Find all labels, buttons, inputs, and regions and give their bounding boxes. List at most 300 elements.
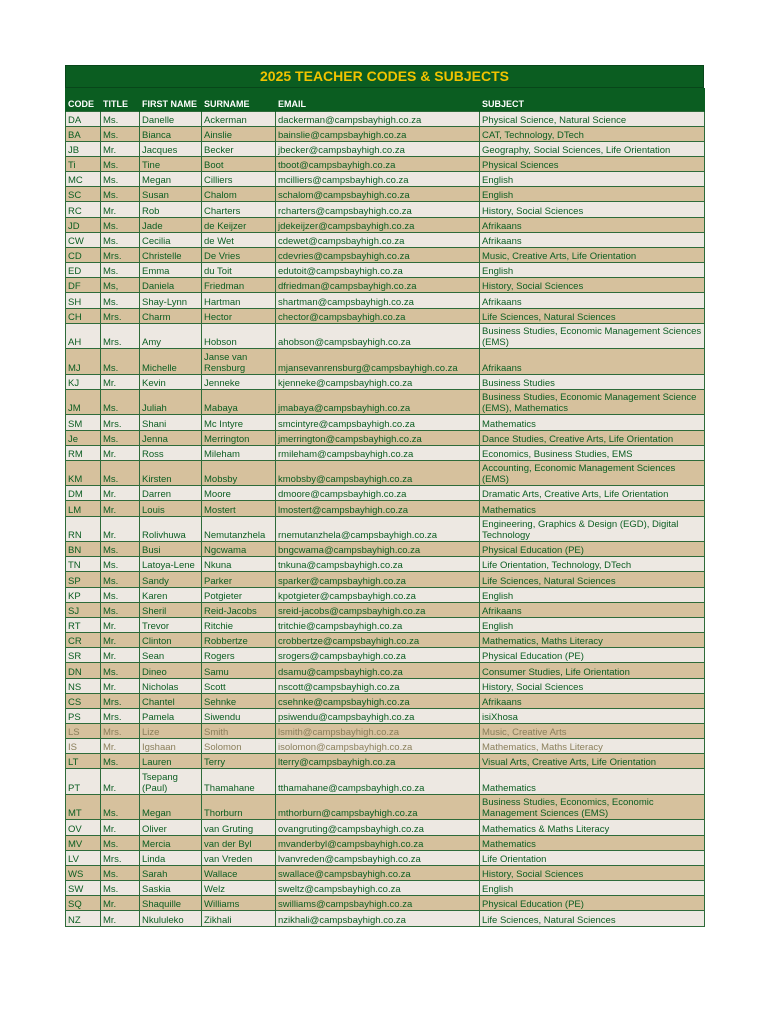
- cell-subject: Life Orientation: [480, 850, 705, 865]
- cell-subject: Business Studies, Economics, Economic Management Sciences (EMS): [480, 794, 705, 820]
- cell-subject: Dramatic Arts, Creative Arts, Life Orientation: [480, 486, 705, 501]
- cell-surname: De Vries: [202, 247, 276, 262]
- cell-subject: English: [480, 263, 705, 278]
- cell-surname: Mileham: [202, 445, 276, 460]
- cell-title: Ms.: [101, 217, 140, 232]
- cell-surname: Nemutanzhela: [202, 516, 276, 542]
- cell-code: WS: [66, 865, 101, 880]
- table-row: [66, 202, 705, 217]
- cell-email: rmileham@campsbayhigh.co.za: [276, 445, 480, 460]
- cell-subject: Economics, Business Studies, EMS: [480, 445, 705, 460]
- cell-title: Ms.: [101, 389, 140, 415]
- cell-surname: Sehnke: [202, 693, 276, 708]
- cell-code: LM: [66, 501, 101, 516]
- cell-first-name: Kirsten: [140, 460, 202, 486]
- cell-subject: Business Studies, Economic Management Science (EMS), Mathematics: [480, 389, 705, 415]
- cell-email: kmobsby@campsbayhigh.co.za: [276, 460, 480, 486]
- cell-subject: Afrikaans: [480, 602, 705, 617]
- cell-first-name: Danelle: [140, 111, 202, 126]
- sheet-title: 2025 TEACHER CODES & SUBJECTS: [65, 65, 704, 88]
- cell-subject: Accounting, Economic Management Sciences (EMS): [480, 460, 705, 486]
- cell-surname: Welz: [202, 881, 276, 896]
- cell-email: smcintyre@campsbayhigh.co.za: [276, 415, 480, 430]
- cell-title: Ms.: [101, 572, 140, 587]
- cell-email: lmostert@campsbayhigh.co.za: [276, 501, 480, 516]
- header-email: EMAIL: [276, 88, 480, 111]
- cell-title: Ms.: [101, 187, 140, 202]
- cell-title: Ms.: [101, 263, 140, 278]
- cell-code: MT: [66, 794, 101, 820]
- cell-surname: Hobson: [202, 323, 276, 349]
- cell-email: jbecker@campsbayhigh.co.za: [276, 141, 480, 156]
- cell-code: JB: [66, 141, 101, 156]
- table-row: [66, 141, 705, 156]
- cell-code: CD: [66, 247, 101, 262]
- cell-subject: English: [480, 172, 705, 187]
- cell-subject: Afrikaans: [480, 693, 705, 708]
- cell-code: NZ: [66, 911, 101, 926]
- cell-subject: Physical Sciences: [480, 156, 705, 171]
- cell-title: Mr.: [101, 896, 140, 911]
- cell-first-name: Shani: [140, 415, 202, 430]
- table-row: [66, 278, 705, 293]
- cell-subject: Business Studies: [480, 374, 705, 389]
- cell-email: edutoit@campsbayhigh.co.za: [276, 263, 480, 278]
- cell-first-name: Ross: [140, 445, 202, 460]
- cell-email: nscott@campsbayhigh.co.za: [276, 678, 480, 693]
- table-row: [66, 172, 705, 187]
- cell-surname: Ainslie: [202, 126, 276, 141]
- cell-code: SM: [66, 415, 101, 430]
- cell-first-name: Lauren: [140, 754, 202, 769]
- cell-first-name: Clinton: [140, 633, 202, 648]
- cell-subject: Mathematics & Maths Literacy: [480, 820, 705, 835]
- cell-email: mcilliers@campsbayhigh.co.za: [276, 172, 480, 187]
- cell-first-name: Jenna: [140, 430, 202, 445]
- table-row: [66, 794, 705, 820]
- teacher-table: [65, 88, 705, 927]
- cell-subject: Visual Arts, Creative Arts, Life Orientation: [480, 754, 705, 769]
- cell-surname: Hartman: [202, 293, 276, 308]
- cell-surname: Thamahane: [202, 769, 276, 795]
- cell-surname: Cilliers: [202, 172, 276, 187]
- cell-subject: CAT, Technology, DTech: [480, 126, 705, 141]
- cell-first-name: Pamela: [140, 708, 202, 723]
- cell-subject: Mathematics, Maths Literacy: [480, 633, 705, 648]
- cell-first-name: Lize: [140, 724, 202, 739]
- cell-surname: Zikhali: [202, 911, 276, 926]
- cell-surname: Mostert: [202, 501, 276, 516]
- cell-subject: Engineering, Graphics & Design (EGD), Digital Technology: [480, 516, 705, 542]
- cell-code: TN: [66, 557, 101, 572]
- cell-subject: Life Orientation, Technology, DTech: [480, 557, 705, 572]
- cell-first-name: Trevor: [140, 617, 202, 632]
- table-row: [66, 865, 705, 880]
- cell-code: OV: [66, 820, 101, 835]
- cell-first-name: Karen: [140, 587, 202, 602]
- cell-title: Ms,: [101, 278, 140, 293]
- cell-title: Ms.: [101, 460, 140, 486]
- cell-email: kjenneke@campsbayhigh.co.za: [276, 374, 480, 389]
- cell-surname: Robbertze: [202, 633, 276, 648]
- table-row: [66, 217, 705, 232]
- cell-first-name: Bianca: [140, 126, 202, 141]
- cell-title: Mrs.: [101, 850, 140, 865]
- cell-first-name: Cecilia: [140, 232, 202, 247]
- cell-code: RN: [66, 516, 101, 542]
- cell-title: Mr.: [101, 617, 140, 632]
- cell-title: Ms.: [101, 754, 140, 769]
- cell-code: DF: [66, 278, 101, 293]
- cell-first-name: Sean: [140, 648, 202, 663]
- cell-title: Mr.: [101, 501, 140, 516]
- cell-email: sreid-jacobs@campsbayhigh.co.za: [276, 602, 480, 617]
- cell-first-name: Latoya-Lene: [140, 557, 202, 572]
- cell-title: Ms.: [101, 349, 140, 375]
- cell-surname: van Gruting: [202, 820, 276, 835]
- cell-code: CR: [66, 633, 101, 648]
- cell-title: Mrs.: [101, 247, 140, 262]
- cell-surname: Ritchie: [202, 617, 276, 632]
- cell-email: psiwendu@campsbayhigh.co.za: [276, 708, 480, 723]
- cell-title: Mr.: [101, 486, 140, 501]
- cell-first-name: Rolivhuwa: [140, 516, 202, 542]
- cell-title: Mr.: [101, 141, 140, 156]
- cell-email: bainslie@campsbayhigh.co.za: [276, 126, 480, 141]
- cell-surname: Mabaya: [202, 389, 276, 415]
- cell-code: KM: [66, 460, 101, 486]
- cell-subject: Afrikaans: [480, 293, 705, 308]
- cell-title: Mr.: [101, 374, 140, 389]
- cell-title: Mrs.: [101, 308, 140, 323]
- cell-code: SC: [66, 187, 101, 202]
- cell-title: Mr.: [101, 445, 140, 460]
- cell-title: Mrs.: [101, 724, 140, 739]
- cell-first-name: Tine: [140, 156, 202, 171]
- cell-title: Mr.: [101, 911, 140, 926]
- table-row: [66, 724, 705, 739]
- cell-subject: Geography, Social Sciences, Life Orientation: [480, 141, 705, 156]
- cell-email: schalom@campsbayhigh.co.za: [276, 187, 480, 202]
- cell-surname: Smith: [202, 724, 276, 739]
- cell-code: Je: [66, 430, 101, 445]
- cell-title: Ms.: [101, 126, 140, 141]
- cell-title: Ms.: [101, 111, 140, 126]
- cell-first-name: Mercia: [140, 835, 202, 850]
- table-row: [66, 739, 705, 754]
- table-row: [66, 430, 705, 445]
- cell-email: srogers@campsbayhigh.co.za: [276, 648, 480, 663]
- table-row: [66, 415, 705, 430]
- cell-code: KJ: [66, 374, 101, 389]
- cell-code: SR: [66, 648, 101, 663]
- table-row: [66, 896, 705, 911]
- cell-code: CW: [66, 232, 101, 247]
- header-row: [66, 88, 705, 111]
- cell-surname: Wallace: [202, 865, 276, 880]
- cell-title: Ms.: [101, 293, 140, 308]
- cell-email: cdewet@campsbayhigh.co.za: [276, 232, 480, 247]
- cell-title: Ms.: [101, 542, 140, 557]
- cell-email: mvanderbyl@campsbayhigh.co.za: [276, 835, 480, 850]
- table-row: [66, 693, 705, 708]
- cell-first-name: Christelle: [140, 247, 202, 262]
- cell-code: AH: [66, 323, 101, 349]
- cell-first-name: Igshaan: [140, 739, 202, 754]
- cell-subject: Music, Creative Arts, Life Orientation: [480, 247, 705, 262]
- cell-title: Mr.: [101, 202, 140, 217]
- cell-subject: Business Studies, Economic Management Sciences (EMS): [480, 323, 705, 349]
- cell-first-name: Megan: [140, 794, 202, 820]
- cell-title: Ms.: [101, 557, 140, 572]
- cell-subject: Music, Creative Arts: [480, 724, 705, 739]
- cell-surname: Samu: [202, 663, 276, 678]
- cell-email: ahobson@campsbayhigh.co.za: [276, 323, 480, 349]
- cell-title: Ms.: [101, 587, 140, 602]
- header-title: TITLE: [101, 88, 140, 111]
- cell-first-name: Nicholas: [140, 678, 202, 693]
- table-row: [66, 769, 705, 795]
- cell-email: dmoore@campsbayhigh.co.za: [276, 486, 480, 501]
- table-row: [66, 247, 705, 262]
- cell-first-name: Tsepang (Paul): [140, 769, 202, 795]
- cell-subject: English: [480, 587, 705, 602]
- cell-subject: History, Social Sciences: [480, 202, 705, 217]
- cell-first-name: Emma: [140, 263, 202, 278]
- cell-first-name: Kevin: [140, 374, 202, 389]
- cell-surname: Solomon: [202, 739, 276, 754]
- cell-title: Ms.: [101, 172, 140, 187]
- header-first-name: FIRST NAME: [140, 88, 202, 111]
- table-row: [66, 850, 705, 865]
- cell-code: RM: [66, 445, 101, 460]
- cell-first-name: Saskia: [140, 881, 202, 896]
- table-row: [66, 820, 705, 835]
- cell-first-name: Busi: [140, 542, 202, 557]
- table-row: [66, 617, 705, 632]
- cell-title: Mr.: [101, 739, 140, 754]
- cell-email: dackerman@campsbayhigh.co.za: [276, 111, 480, 126]
- cell-subject: Physical Education (PE): [480, 542, 705, 557]
- cell-code: RT: [66, 617, 101, 632]
- cell-email: jmerrington@campsbayhigh.co.za: [276, 430, 480, 445]
- cell-surname: Boot: [202, 156, 276, 171]
- cell-email: ovangruting@campsbayhigh.co.za: [276, 820, 480, 835]
- table-row: [66, 349, 705, 375]
- cell-code: RC: [66, 202, 101, 217]
- cell-surname: Scott: [202, 678, 276, 693]
- cell-surname: de Keijzer: [202, 217, 276, 232]
- cell-surname: Thorburn: [202, 794, 276, 820]
- cell-email: sweltz@campsbayhigh.co.za: [276, 881, 480, 896]
- cell-first-name: Sandy: [140, 572, 202, 587]
- cell-surname: Chalom: [202, 187, 276, 202]
- cell-code: NS: [66, 678, 101, 693]
- cell-surname: Williams: [202, 896, 276, 911]
- cell-title: Mrs.: [101, 323, 140, 349]
- cell-subject: English: [480, 187, 705, 202]
- table-row: [66, 308, 705, 323]
- cell-first-name: Michelle: [140, 349, 202, 375]
- cell-subject: Afrikaans: [480, 349, 705, 375]
- cell-first-name: Oliver: [140, 820, 202, 835]
- cell-subject: Consumer Studies, Life Orientation: [480, 663, 705, 678]
- table-row: [66, 881, 705, 896]
- cell-code: JM: [66, 389, 101, 415]
- cell-subject: History, Social Sciences: [480, 865, 705, 880]
- cell-email: csehnke@campsbayhigh.co.za: [276, 693, 480, 708]
- cell-email: tboot@campsbayhigh.co.za: [276, 156, 480, 171]
- cell-code: MC: [66, 172, 101, 187]
- cell-code: DN: [66, 663, 101, 678]
- cell-subject: Life Sciences, Natural Sciences: [480, 911, 705, 926]
- table-row: [66, 542, 705, 557]
- cell-first-name: Louis: [140, 501, 202, 516]
- cell-title: Ms.: [101, 430, 140, 445]
- cell-email: rnemutanzhela@campsbayhigh.co.za: [276, 516, 480, 542]
- cell-surname: Charters: [202, 202, 276, 217]
- header-code: CODE: [66, 88, 101, 111]
- cell-email: jmabaya@campsbayhigh.co.za: [276, 389, 480, 415]
- table-row: [66, 633, 705, 648]
- cell-email: kpotgieter@campsbayhigh.co.za: [276, 587, 480, 602]
- table-row: [66, 572, 705, 587]
- cell-first-name: Shay-Lynn: [140, 293, 202, 308]
- cell-code: PT: [66, 769, 101, 795]
- cell-first-name: Jade: [140, 217, 202, 232]
- cell-surname: Siwendu: [202, 708, 276, 723]
- cell-surname: Hector: [202, 308, 276, 323]
- table-row: [66, 708, 705, 723]
- teacher-codes-sheet: [65, 65, 704, 927]
- cell-code: DA: [66, 111, 101, 126]
- cell-email: cdevries@campsbayhigh.co.za: [276, 247, 480, 262]
- cell-surname: Merrington: [202, 430, 276, 445]
- cell-surname: Mobsby: [202, 460, 276, 486]
- cell-email: tnkuna@campsbayhigh.co.za: [276, 557, 480, 572]
- cell-title: Ms.: [101, 794, 140, 820]
- cell-email: shartman@campsbayhigh.co.za: [276, 293, 480, 308]
- cell-first-name: Sarah: [140, 865, 202, 880]
- table-row: [66, 835, 705, 850]
- cell-email: bngcwama@campsbayhigh.co.za: [276, 542, 480, 557]
- cell-subject: Life Sciences, Natural Sciences: [480, 572, 705, 587]
- cell-title: Ms.: [101, 835, 140, 850]
- cell-surname: van Vreden: [202, 850, 276, 865]
- cell-surname: Potgieter: [202, 587, 276, 602]
- cell-title: Ms.: [101, 232, 140, 247]
- cell-subject: English: [480, 881, 705, 896]
- cell-code: MV: [66, 835, 101, 850]
- table-row: [66, 156, 705, 171]
- cell-title: Mr.: [101, 678, 140, 693]
- cell-title: Mrs.: [101, 708, 140, 723]
- cell-title: Ms.: [101, 865, 140, 880]
- cell-code: CH: [66, 308, 101, 323]
- table-row: [66, 602, 705, 617]
- cell-surname: Nkuna: [202, 557, 276, 572]
- table-row: [66, 516, 705, 542]
- cell-first-name: Darren: [140, 486, 202, 501]
- cell-title: Mr.: [101, 516, 140, 542]
- cell-surname: Ackerman: [202, 111, 276, 126]
- cell-title: Ms.: [101, 663, 140, 678]
- cell-subject: English: [480, 617, 705, 632]
- cell-email: dfriedman@campsbayhigh.co.za: [276, 278, 480, 293]
- table-row: [66, 323, 705, 349]
- cell-code: PS: [66, 708, 101, 723]
- cell-email: swilliams@campsbayhigh.co.za: [276, 896, 480, 911]
- table-row: [66, 232, 705, 247]
- cell-first-name: Daniela: [140, 278, 202, 293]
- cell-title: Ms.: [101, 602, 140, 617]
- table-row: [66, 678, 705, 693]
- cell-code: SH: [66, 293, 101, 308]
- cell-first-name: Sheril: [140, 602, 202, 617]
- cell-surname: van der Byl: [202, 835, 276, 850]
- cell-email: swallace@campsbayhigh.co.za: [276, 865, 480, 880]
- header-surname: SURNAME: [202, 88, 276, 111]
- table-row: [66, 445, 705, 460]
- cell-first-name: Charm: [140, 308, 202, 323]
- cell-code: JD: [66, 217, 101, 232]
- cell-surname: Rogers: [202, 648, 276, 663]
- cell-first-name: Dineo: [140, 663, 202, 678]
- cell-code: SW: [66, 881, 101, 896]
- cell-surname: Reid-Jacobs: [202, 602, 276, 617]
- cell-title: Mr.: [101, 633, 140, 648]
- table-row: [66, 374, 705, 389]
- table-row: [66, 460, 705, 486]
- cell-code: MJ: [66, 349, 101, 375]
- cell-email: mthorburn@campsbayhigh.co.za: [276, 794, 480, 820]
- cell-email: tritchie@campsbayhigh.co.za: [276, 617, 480, 632]
- table-row: [66, 389, 705, 415]
- cell-email: lterry@campsbayhigh.co.za: [276, 754, 480, 769]
- cell-surname: de Wet: [202, 232, 276, 247]
- cell-title: Mr.: [101, 769, 140, 795]
- cell-title: Ms.: [101, 881, 140, 896]
- cell-first-name: Nkululeko: [140, 911, 202, 926]
- cell-email: nzikhali@campsbayhigh.co.za: [276, 911, 480, 926]
- cell-surname: Becker: [202, 141, 276, 156]
- table-row: [66, 557, 705, 572]
- cell-surname: Parker: [202, 572, 276, 587]
- cell-surname: Moore: [202, 486, 276, 501]
- cell-subject: History, Social Sciences: [480, 278, 705, 293]
- cell-subject: Physical Education (PE): [480, 648, 705, 663]
- cell-subject: Mathematics, Maths Literacy: [480, 739, 705, 754]
- cell-first-name: Jacques: [140, 141, 202, 156]
- cell-code: DM: [66, 486, 101, 501]
- cell-subject: Mathematics: [480, 769, 705, 795]
- cell-email: tthamahane@campsbayhigh.co.za: [276, 769, 480, 795]
- cell-first-name: Juliah: [140, 389, 202, 415]
- cell-subject: Physical Education (PE): [480, 896, 705, 911]
- table-row: [66, 126, 705, 141]
- cell-subject: Dance Studies, Creative Arts, Life Orientation: [480, 430, 705, 445]
- cell-email: dsamu@campsbayhigh.co.za: [276, 663, 480, 678]
- cell-subject: Afrikaans: [480, 217, 705, 232]
- cell-first-name: Megan: [140, 172, 202, 187]
- header-subject: SUBJECT: [480, 88, 705, 111]
- cell-surname: Jenneke: [202, 374, 276, 389]
- cell-subject: Life Sciences, Natural Sciences: [480, 308, 705, 323]
- cell-subject: Afrikaans: [480, 232, 705, 247]
- cell-email: lvanvreden@campsbayhigh.co.za: [276, 850, 480, 865]
- table-row: [66, 501, 705, 516]
- cell-first-name: Shaquille: [140, 896, 202, 911]
